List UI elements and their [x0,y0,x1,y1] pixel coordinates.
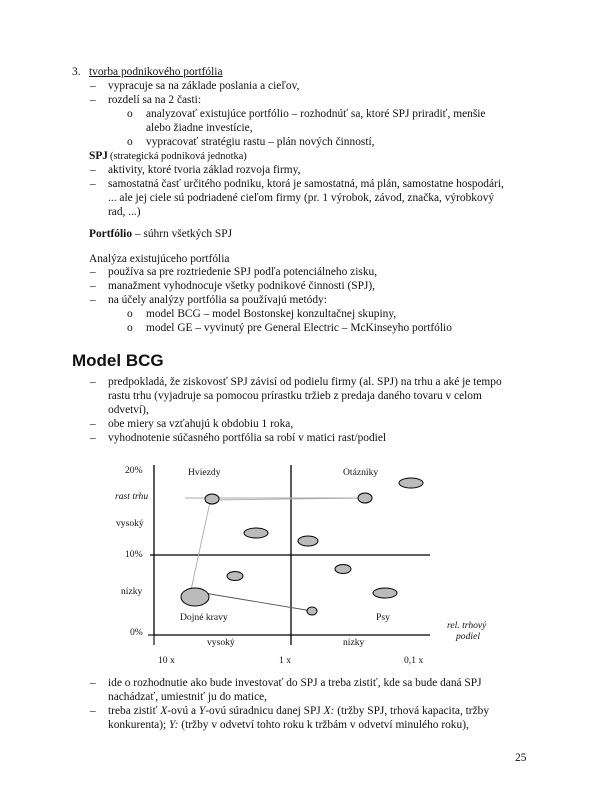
list-item: vypracuje sa na základe poslania a cieľov, [108,80,300,92]
section-title: tvorba podnikového portfólia [89,66,223,78]
x-axis-low-label: nízky [343,637,365,648]
dash: – [90,432,96,444]
quadrant-label-question-marks: Otázniky [343,467,379,478]
list-item: vyhodnotenie súčasného portfólia sa robí v matici rast/podiel [108,432,387,444]
y-tick-label: 0% [130,627,143,638]
circle-bullet: o [127,322,133,334]
y-axis-high-label: vysoký [116,518,144,529]
spj-bubble [358,493,372,503]
spj-bubble [227,572,243,581]
circle-bullet: o [127,108,133,120]
portfolio-term: Portfólio [89,228,133,240]
x-tick-label: 1 x [279,655,291,666]
dash: – [90,280,96,292]
list-item: na účely analýzy portfólia sa používajú metódy: [108,294,327,306]
quadrant-label-stars: Hviezdy [188,467,221,478]
x-tick-label: 10 x [158,655,175,666]
spj-bubble [335,565,351,574]
dash: – [90,178,96,190]
list-item: manažment vyhodnocuje všetky podnikové činnosti (SPJ), [108,280,376,292]
list-item: nachádzať, umiestniť ju do matice, [108,691,268,703]
list-item: konkurenta); Y: (tržby v odvetví tohto roku k tržbám v odvetví minulého roku), [108,719,469,731]
dash: – [90,80,96,92]
list-item: odvetví), [108,404,149,416]
spj-term: SPJ [89,150,108,162]
x-axis-title: podiel [456,631,480,642]
list-item: rastu trhu (vyjadruje sa pomocou prírastku tržieb z predaja daného tovaru v celom [108,390,482,402]
y-axis-low-label: nízky [121,586,143,597]
list-item: treba zistiť X-ovú a Y-ovú súradnicu danej SPJ X: (tržby SPJ, trhová kapacita, tržby [108,705,490,717]
connector-line [204,593,312,611]
quadrant-label-cash-cows: Dojné kravy [180,612,228,623]
x-axis-high-label: vysoký [207,637,235,648]
list-item: model GE – vyvinutý pre General Electric – McKinseyho portfólio [146,322,452,334]
portfolio-def: – súhrn všetkých SPJ [132,228,233,240]
x-tick-label: 0,1 x [404,655,424,666]
x-axis-title: rel. trhový [447,620,487,631]
spj-definition: (strategická podniková jednotka) [110,151,247,162]
list-item: alebo žiadne investície, [146,122,253,134]
dash: – [90,705,96,717]
spj-bubble [307,607,317,615]
spj-bubble [244,528,268,538]
page-number: 25 [515,752,527,764]
list-item: predpokladá, že ziskovosť SPJ závisí od podielu firmy (al. SPJ) na trhu a aké je tempo [108,376,502,388]
y-tick-label: 20% [125,465,143,476]
circle-bullet: o [127,136,133,148]
list-item: ide o rozhodnutie ako bude investovať do SPJ a treba zistiť, kde sa bude daná SPJ [108,677,482,689]
list-item: analyzovať existujúce portfólio – rozhodnúť sa, ktoré SPJ priradiť, menšie [146,108,486,120]
list-item: používa sa pre roztriedenie SPJ podľa potenciálneho zisku, [108,266,378,278]
circle-bullet: o [127,308,133,320]
y-tick-label: 10% [125,549,143,560]
list-item: ... ale jej ciele sú podriadené cieľom firmy (pr. 1 výrobok, závod, značka, výrobkový [108,192,495,204]
list-item: model BCG – model Bostonskej konzultačnej skupiny, [146,308,397,320]
dash: – [90,266,96,278]
dash: – [90,294,96,306]
quadrant-label-dogs: Psy [376,612,390,623]
analysis-title: Analýza existujúceho portfólia [89,253,230,265]
dash: – [90,677,96,689]
dash: – [90,164,96,176]
dash: – [90,418,96,430]
spj-bubble [181,588,209,606]
y-axis-title: rast trhu [115,491,149,502]
section-number: 3. [72,66,81,78]
list-item: samostatná časť určitého podniku, ktorá je samostatná, má plán, samostatne hospodári, [108,178,504,190]
dash: – [90,376,96,388]
spj-bubble [373,588,397,598]
spj-bubble [205,494,219,504]
list-item: aktivity, ktoré tvoria základ rozvoja firmy, [108,164,301,176]
spj-bubble [298,536,318,546]
list-item: rad, ...) [108,206,141,218]
dash: – [90,94,96,106]
connector-line [191,502,210,590]
section-heading: Model BCG [72,351,164,370]
list-item: rozdelí sa na 2 časti: [108,94,201,106]
list-item: vypracovať stratégiu rastu – plán nových činností, [146,136,375,148]
list-item: obe miery sa vzťahujú k obdobiu 1 roka, [108,418,294,430]
spj-bubble [399,478,423,488]
